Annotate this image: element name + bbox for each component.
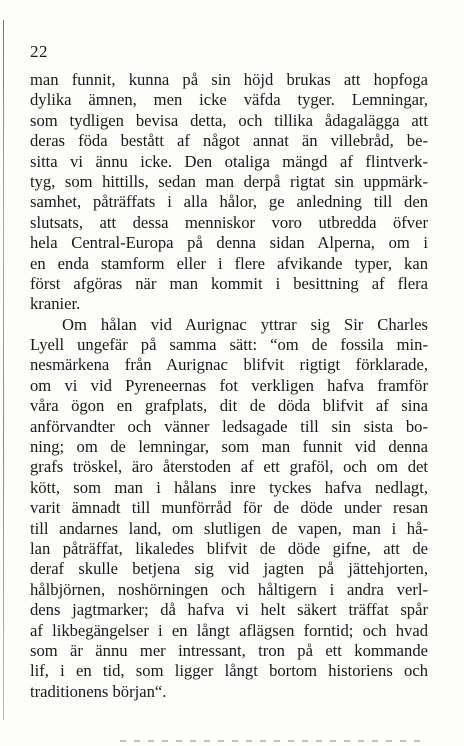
text-line: varit ämnadt till munförråd för de döde under resan [30, 498, 428, 518]
text-line: af likbegängelser i en långt aflägsen forntid; och hvad [30, 620, 428, 640]
text-line: först afgöras när man kommit i besittning af flera [30, 273, 428, 293]
text-line: om vi vid Pyreneernas fot verkligen hafva framför [30, 375, 428, 395]
text-line: tyg, som hittills, sedan man derpå rigtat sin uppmärk- [30, 171, 428, 191]
text-line: slutsats, att dessa menniskor voro utbredda öfver [30, 212, 428, 232]
body-text [30, 70, 428, 702]
text-line: som är ännu mer intressant, tron på ett kommande [30, 640, 428, 660]
page-binding-edge [3, 20, 4, 720]
text-line: lif, i en tid, som ligger långt bortom historiens och [30, 661, 428, 681]
scan-artifact [120, 740, 420, 742]
text-line: man funnit, kunna på sin höjd brukas att hopfoga [30, 70, 428, 89]
text-line: hela Central-Europa på denna sidan Alperna, om i [30, 233, 428, 253]
text-line: dens jagtmarker; då hafva vi helt säkert träffat spår [30, 600, 428, 620]
text-line: kött, som man i hålans inre tyckes hafva nedlagt, [30, 477, 428, 497]
text-line: en enda stamform eller i flere afvikande typer, kan [30, 253, 428, 273]
text-line: nesmärkena från Aurignac blifvit rigtigt förklarade, [30, 355, 428, 375]
text-line: våra ögon en grafplats, dit de döda blifvit af sina [30, 396, 428, 416]
paragraph-2 [30, 315, 428, 702]
page-number: 22 [30, 42, 48, 61]
text-line: grafs tröskel, äro återstoden af ett graföl, och om det [30, 457, 428, 477]
text-line: sitta vi ännu icke. Den otaliga mängd af flintverk- [30, 151, 428, 171]
text-line: hålbjörnen, noshörningen och håltigern i andra verl- [30, 579, 428, 599]
text-line: anförvandter och vänner ledsagade till sin sista bo- [30, 416, 428, 436]
text-line: dylika ämnen, men icke väfda tyger. Lemningar, [30, 90, 428, 110]
text-line: ning; om de lemningar, som man funnit vid denna [30, 437, 428, 457]
paragraph-1 [30, 70, 428, 315]
text-line: Om hålan vid Aurignac yttrar sig Sir Charles [62, 314, 428, 334]
text-line: lan påträffat, likaledes blifvit de döde gifne, att de [30, 538, 428, 558]
text-line: samhet, påträffats i alla hålor, ge anledning till den [30, 192, 428, 212]
text-line: deraf skulle betjena sig vid jagten på jättehjorten, [30, 559, 428, 579]
text-line: till andarnes land, om slutligen de vapen, man i hå- [30, 518, 428, 538]
text-line: som tydligen bevisa detta, och tillika ådagalägga att [30, 110, 428, 130]
text-line: deras föda bestått af något annat än villebråd, be- [30, 131, 428, 151]
text-line: traditionens början“. [30, 681, 167, 701]
text-line: kranier. [30, 294, 81, 314]
text-line: Lyell ungefär på samma sätt: “om de fossila min- [30, 335, 428, 355]
